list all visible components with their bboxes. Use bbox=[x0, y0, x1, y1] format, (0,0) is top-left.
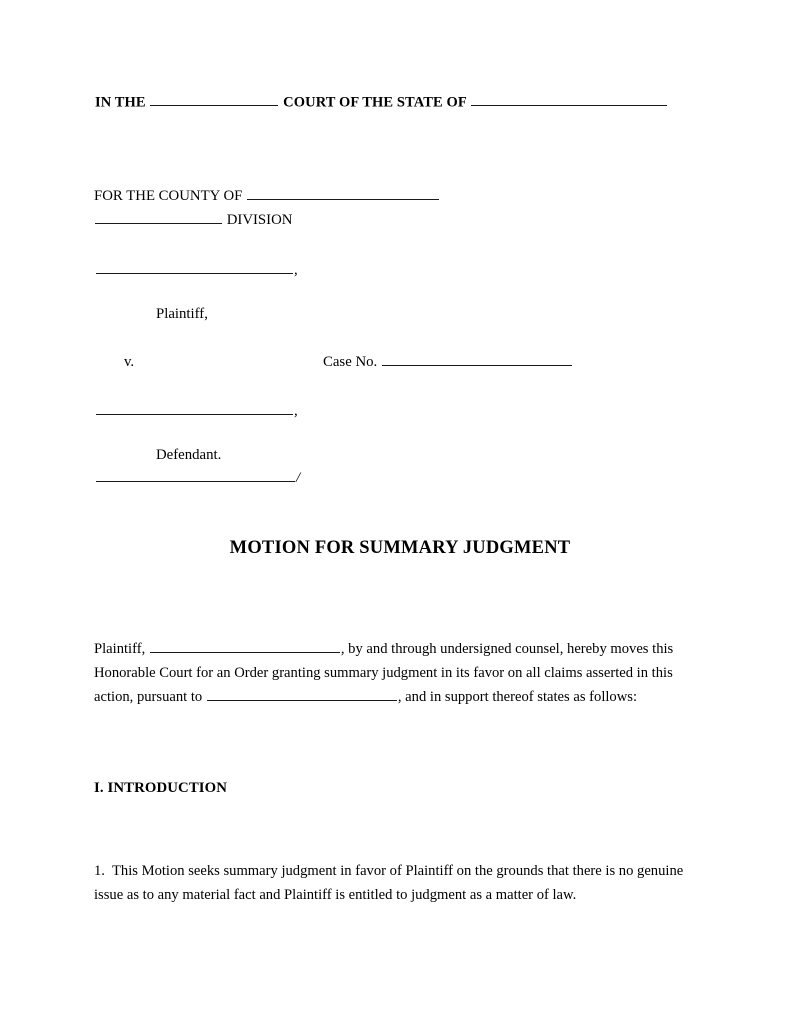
paragraph-number-1: 1. bbox=[94, 863, 105, 879]
plaintiff-name-blank[interactable] bbox=[96, 262, 293, 274]
intro-segment-1: Plaintiff, bbox=[94, 641, 146, 657]
section-heading-introduction: I. INTRODUCTION bbox=[94, 780, 228, 796]
county-name-blank[interactable] bbox=[247, 188, 439, 200]
caption-closing-rule bbox=[95, 470, 300, 487]
division-line bbox=[94, 212, 292, 229]
intro-plaintiff-name-blank[interactable] bbox=[150, 642, 340, 654]
defendant-name-trailing-comma: , bbox=[294, 403, 298, 419]
defendant-name-line bbox=[95, 403, 298, 420]
page-title: MOTION FOR SUMMARY JUDGMENT bbox=[229, 538, 571, 558]
defendant-role-label: Defendant. bbox=[156, 447, 222, 463]
court-header-line bbox=[95, 94, 668, 111]
plaintiff-name-trailing-comma: , bbox=[294, 262, 298, 278]
intro-paragraph bbox=[94, 638, 702, 709]
county-label: FOR THE COUNTY OF bbox=[94, 188, 243, 204]
intro-segment-2: , by and through undersigned counsel, hereby moves this Honorable Court for an Order granting summary judgment in its favor on all claims asserted in this action, pursuant to bbox=[94, 641, 674, 705]
court-name-blank[interactable] bbox=[150, 94, 278, 106]
intro-authority-blank[interactable] bbox=[207, 689, 397, 701]
court-header-middle: COURT OF THE STATE OF bbox=[283, 94, 467, 111]
court-header-prefix: IN THE bbox=[95, 94, 146, 111]
case-number-label: Case No. bbox=[323, 354, 378, 370]
case-number-blank[interactable] bbox=[382, 354, 572, 366]
caption-closing-blank bbox=[96, 470, 295, 482]
division-label: DIVISION bbox=[226, 212, 293, 228]
case-number-line bbox=[323, 354, 573, 371]
county-line bbox=[94, 188, 440, 205]
versus-label: v. bbox=[124, 354, 135, 370]
caption-closing-slash: / bbox=[296, 470, 301, 486]
state-name-blank[interactable] bbox=[471, 94, 667, 106]
paragraph-text-1: This Motion seeks summary judgment in favor of Plaintiff on the grounds that there is no genuine issue as to any material fact and Plaintiff is entitled to judgment as a matter of law. bbox=[94, 863, 684, 903]
numbered-paragraph-1 bbox=[94, 860, 702, 908]
intro-segment-3: , and in support thereof states as follows: bbox=[397, 688, 638, 705]
plaintiff-role-label: Plaintiff, bbox=[156, 306, 208, 322]
plaintiff-name-line bbox=[95, 262, 298, 279]
defendant-name-blank[interactable] bbox=[96, 403, 293, 415]
division-name-blank[interactable] bbox=[95, 212, 222, 224]
